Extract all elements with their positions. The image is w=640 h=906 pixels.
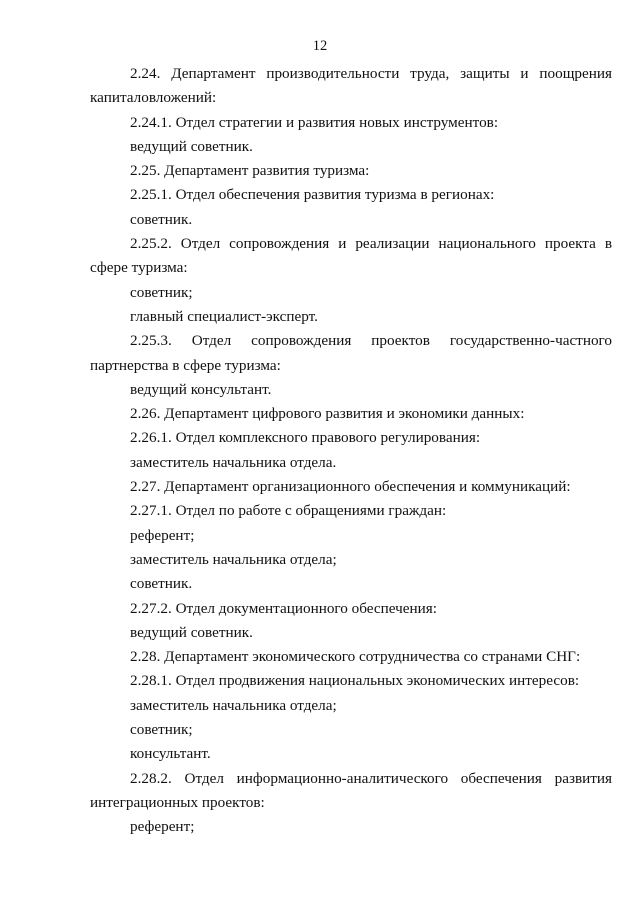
paragraph-2-27-2: 2.27.2. Отдел документационного обеспечения: (130, 599, 437, 617)
page-number: 12 (312, 38, 328, 54)
position-item: заместитель начальника отдела. (130, 453, 337, 471)
position-item: консультант. (130, 745, 211, 763)
paragraph-2-25-1: 2.25.1. Отдел обеспечения развития туризма в регионах: (130, 186, 495, 204)
position-item: советник. (130, 575, 193, 593)
position-item: заместитель начальника отдела; (130, 696, 337, 714)
paragraph-2-25-2: 2.25.2. Отдел сопровождения и реализации национального проекта в сфере туризма: (90, 235, 612, 277)
paragraph-2-25-3: 2.25.3. Отдел сопровождения проектов государственно-частного партнерства в сфере туризма: (90, 332, 612, 374)
paragraph-2-28-1: 2.28.1. Отдел продвижения национальных экономических интересов: (130, 672, 580, 690)
paragraph-2-28-2: 2.28.2. Отдел информационно-аналитического обеспечения развития интеграционных проектов: (90, 769, 612, 811)
document-body (90, 62, 612, 840)
paragraph-2-25: 2.25. Департамент развития туризма: (130, 162, 370, 180)
position-item: референт; (130, 526, 195, 544)
position-item: заместитель начальника отдела; (130, 550, 337, 568)
paragraph-2-27: 2.27. Департамент организационного обеспечения и коммуникаций: (130, 478, 571, 496)
paragraph-2-28: 2.28. Департамент экономического сотрудничества со странами СНГ: (130, 648, 581, 666)
paragraph-2-26-1: 2.26.1. Отдел комплексного правового регулирования: (130, 429, 481, 447)
position-item: советник. (130, 210, 193, 228)
paragraph-2-26: 2.26. Департамент цифрового развития и экономики данных: (130, 405, 525, 423)
position-item: советник; (130, 283, 193, 301)
position-item: главный специалист-эксперт. (130, 307, 318, 325)
position-item: ведущий советник. (130, 137, 253, 155)
position-item: советник; (130, 721, 193, 739)
position-item: ведущий консультант. (130, 380, 272, 398)
paragraph-2-24: 2.24. Департамент производительности труда, защиты и поощрения капиталовложений: (90, 65, 612, 107)
position-item: ведущий советник. (130, 623, 253, 641)
position-item: референт; (130, 818, 195, 836)
paragraph-2-27-1: 2.27.1. Отдел по работе с обращениями граждан: (130, 502, 447, 520)
paragraph-2-24-1: 2.24.1. Отдел стратегии и развития новых инструментов: (130, 113, 499, 131)
